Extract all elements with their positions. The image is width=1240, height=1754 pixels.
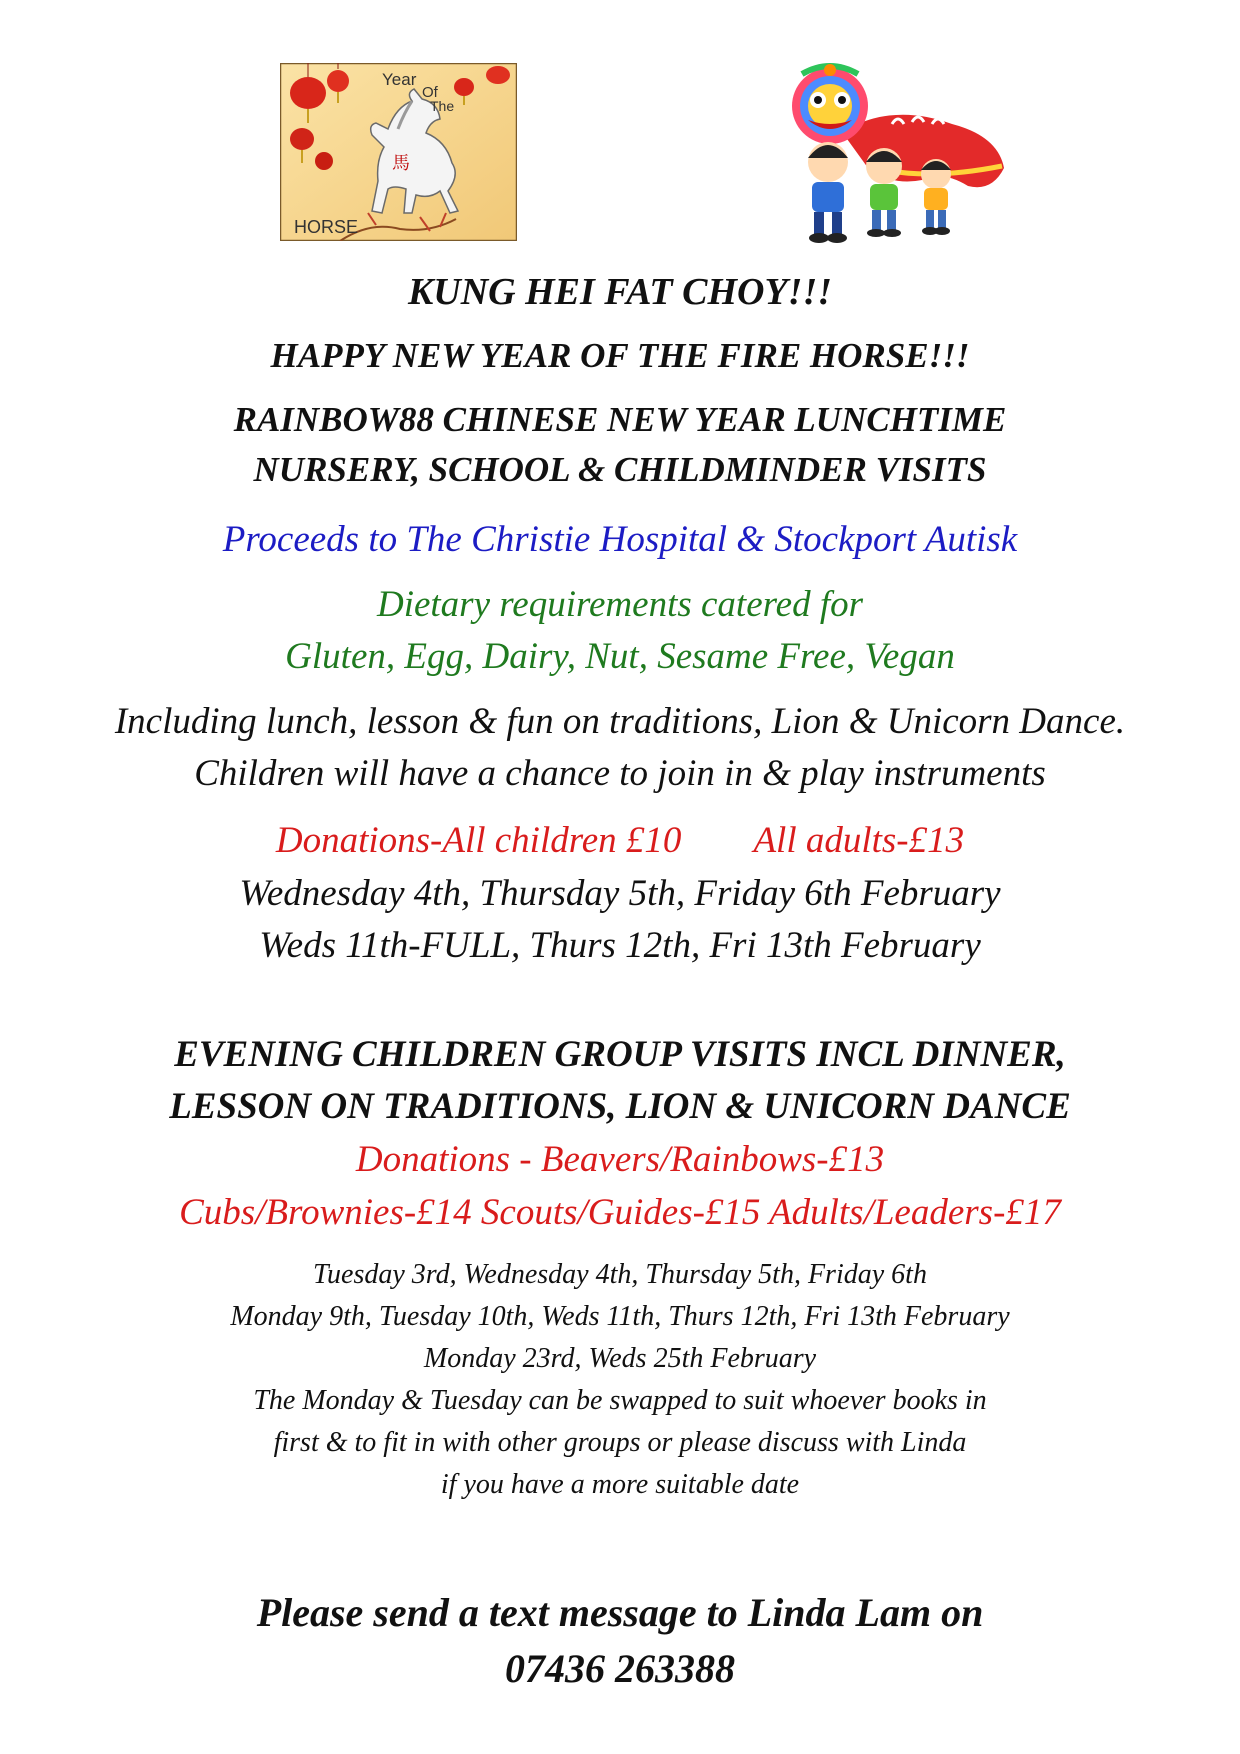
- evening-dates-line-2: Monday 9th, Tuesday 10th, Weds 11th, Thurs 12th, Fri 13th February: [230, 1301, 1010, 1332]
- contact-phone: 07436 263388: [505, 1646, 735, 1691]
- evening-title-line-2: LESSON ON TRADITIONS, LION & UNICORN DANCE: [169, 1086, 1071, 1127]
- proceeds-text: Proceeds to The Christie Hospital & Stockport Autisk: [222, 519, 1018, 560]
- evening-donations-line-1: Donations - Beavers/Rainbows-£13: [355, 1139, 885, 1180]
- includes-line-1: Including lunch, lesson & fun on traditions, Lion & Unicorn Dance.: [114, 701, 1126, 742]
- lunch-title-line-1: RAINBOW88 CHINESE NEW YEAR LUNCHTIME: [233, 400, 1007, 439]
- evening-dates-line-3: Monday 23rd, Weds 25th February: [423, 1343, 817, 1374]
- poster-horse-text: HORSE: [294, 217, 359, 237]
- lunch-donations: [0, 819, 1240, 862]
- lunch-donation-children: Donations-All children £10: [275, 820, 682, 861]
- includes-line-2: Children will have a chance to join in & play instruments: [194, 753, 1046, 794]
- lunch-dates-line-1: Wednesday 4th, Thursday 5th, Friday 6th February: [239, 873, 1001, 914]
- lion-head-icon: [792, 64, 868, 144]
- poster-horse-character: 馬: [392, 153, 410, 174]
- poster-year-text: Year: [382, 70, 417, 89]
- evening-title-line-1: EVENING CHILDREN GROUP VISITS INCL DINNER,: [174, 1034, 1066, 1075]
- dietary-list: Gluten, Egg, Dairy, Nut, Sesame Free, Vegan: [285, 636, 955, 677]
- lunch-donation-adults: All adults-£13: [753, 820, 965, 861]
- new-year-heading: HAPPY NEW YEAR OF THE FIRE HORSE!!!: [270, 336, 970, 375]
- dietary-title: Dietary requirements catered for: [376, 584, 864, 625]
- evening-dates-line-1: Tuesday 3rd, Wednesday 4th, Thursday 5th, Friday 6th: [313, 1259, 927, 1290]
- evening-donations-line-2: Cubs/Brownies-£14 Scouts/Guides-£15 Adults/Leaders-£17: [179, 1192, 1061, 1233]
- evening-dates-line-4: The Monday & Tuesday can be swapped to suit whoever books in: [253, 1385, 987, 1416]
- year-of-the-horse-poster: [280, 63, 517, 241]
- lunch-dates-line-2: Weds 11th-FULL, Thurs 12th, Fri 13th February: [259, 925, 981, 966]
- evening-dates-line-6: if you have a more suitable date: [440, 1469, 800, 1500]
- contact-line: Please send a text message to Linda Lam on: [256, 1590, 984, 1635]
- poster-the-text: The: [430, 98, 455, 114]
- greeting-heading: KUNG HEI FAT CHOY!!!: [407, 271, 833, 313]
- evening-dates-line-5: first & to fit in with other groups or please discuss with Linda: [273, 1427, 967, 1458]
- poster-of-text: Of: [422, 84, 438, 101]
- lion-dance-illustration: [772, 62, 1012, 248]
- lunch-title-line-2: NURSERY, SCHOOL & CHILDMINDER VISITS: [253, 450, 987, 489]
